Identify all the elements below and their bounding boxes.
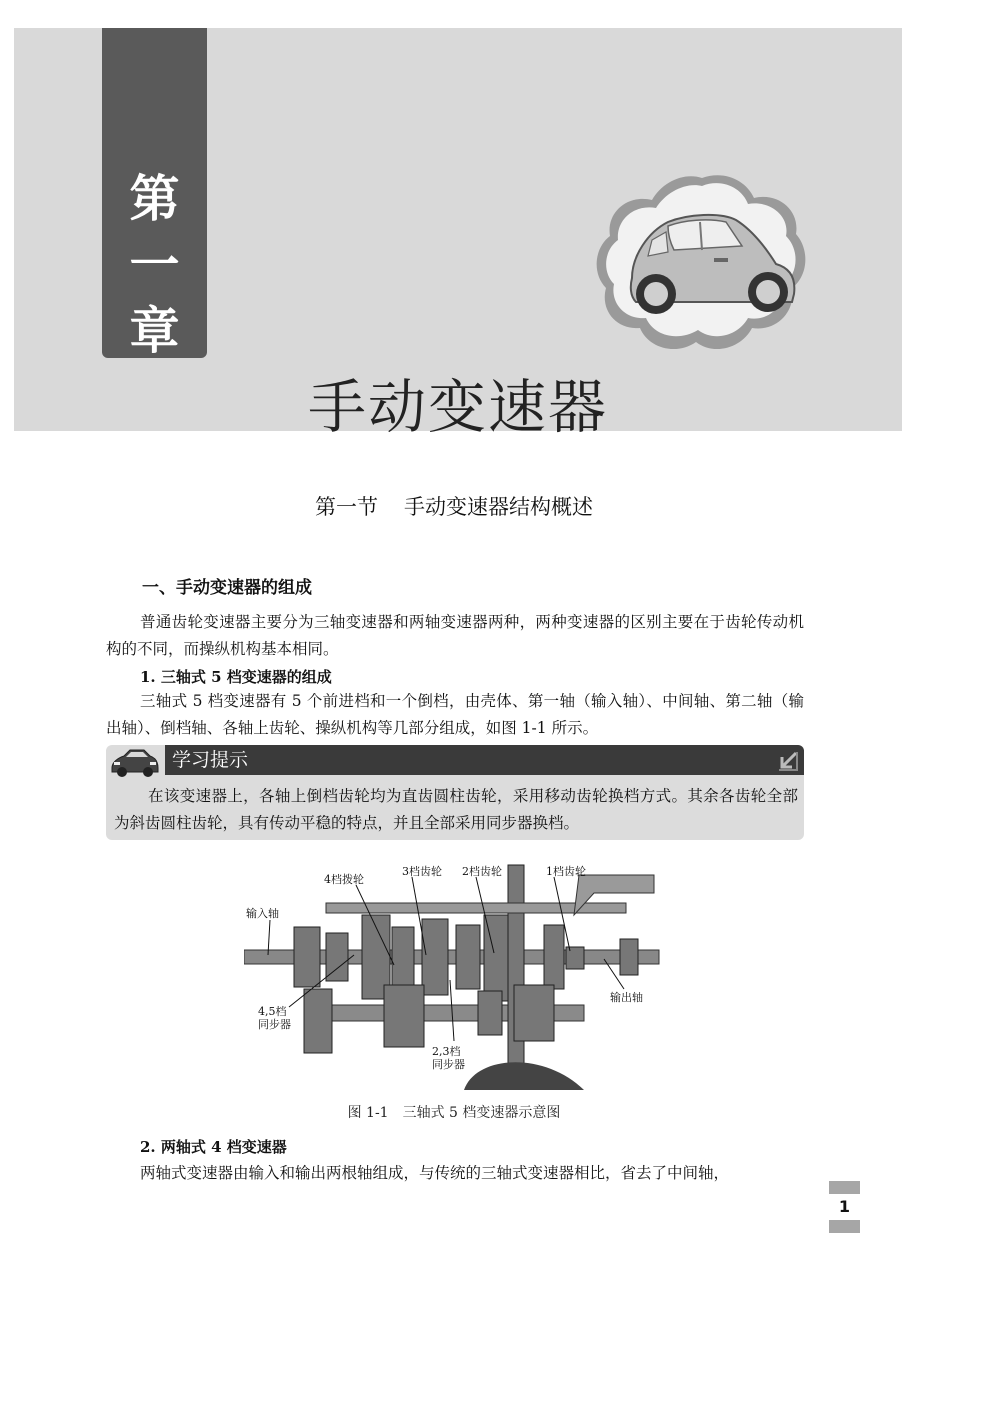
figure-label-fork: 4档拨轮 <box>324 873 364 886</box>
page-number-block <box>829 1181 860 1233</box>
chapter-tab-char: 章 <box>129 302 180 360</box>
figure-label-gear3: 3档齿轮 <box>402 865 442 878</box>
chapter-tab-char: 一 <box>129 236 180 294</box>
subheading-three-shaft: 1. 三轴式 5 档变速器的组成 <box>140 668 332 686</box>
arrow-down-left-icon <box>776 749 800 773</box>
figure-label-sync23-line2: 同步器 <box>432 1058 465 1071</box>
figure-label-gear2: 2档齿轮 <box>462 865 502 878</box>
study-tip-label: 学习提示 <box>172 749 249 771</box>
section-number: 第一节 <box>315 495 378 519</box>
figure-label-input-shaft: 输入轴 <box>246 907 279 920</box>
figure-caption <box>0 1102 908 1122</box>
study-tip-text: 在该变速器上，各轴上倒档齿轮均为直齿圆柱齿轮，采用移动齿轮换档方式。其余各齿轮全部为斜齿圆柱齿轮，具有传动平稳的特点，并且全部采用同步器换档。 <box>114 787 798 832</box>
page-number-bar-top <box>829 1181 860 1194</box>
chapter-title: 手动变速器 <box>307 373 608 441</box>
heading-composition: 一、手动变速器的组成 <box>142 578 312 598</box>
paragraph-intro: 普通齿轮变速器主要分为三轴变速器和两轴变速器两种，两种变速器的区别主要在于齿轮传动机构的不同，而操纵机构基本相同。 <box>106 613 804 658</box>
subheading-two-shaft: 2. 两轴式 4 档变速器 <box>140 1138 287 1156</box>
car-illustration-icon <box>596 170 808 356</box>
figure-caption-text: 三轴式 5 档变速器示意图 <box>402 1105 561 1121</box>
paragraph-two-shaft: 两轴式变速器由输入和输出两根轴组成，与传统的三轴式变速器相比，省去了中间轴， <box>140 1164 730 1182</box>
section-title <box>0 491 908 521</box>
chapter-tab-char: 第 <box>129 170 180 228</box>
figure-label-output-shaft: 输出轴 <box>610 991 643 1004</box>
study-tip-header <box>165 745 804 775</box>
chapter-tab <box>102 28 207 358</box>
page-number-bar-bottom <box>829 1220 860 1233</box>
page-number: 1 <box>838 1197 851 1216</box>
figure-caption-number: 图 1-1 <box>347 1105 389 1121</box>
section-name: 手动变速器结构概述 <box>404 495 593 519</box>
paragraph-three-shaft: 三轴式 5 档变速器有 5 个前进档和一个倒档，由壳体、第一轴（输入轴）、中间轴、第二轴（输出轴）、倒档轴、各轴上齿轮、操纵机构等几部分组成，如图 1-1 所示。 <box>106 692 804 737</box>
figure-label-sync23-line1: 2,3档 <box>432 1045 461 1058</box>
figure-label-sync45-line2: 同步器 <box>258 1018 291 1031</box>
transmission-figure <box>244 855 664 1090</box>
figure-label-sync45-line1: 4,5档 <box>258 1005 287 1018</box>
car-icon <box>108 746 160 778</box>
figure-label-gear1: 1档齿轮 <box>546 865 586 878</box>
